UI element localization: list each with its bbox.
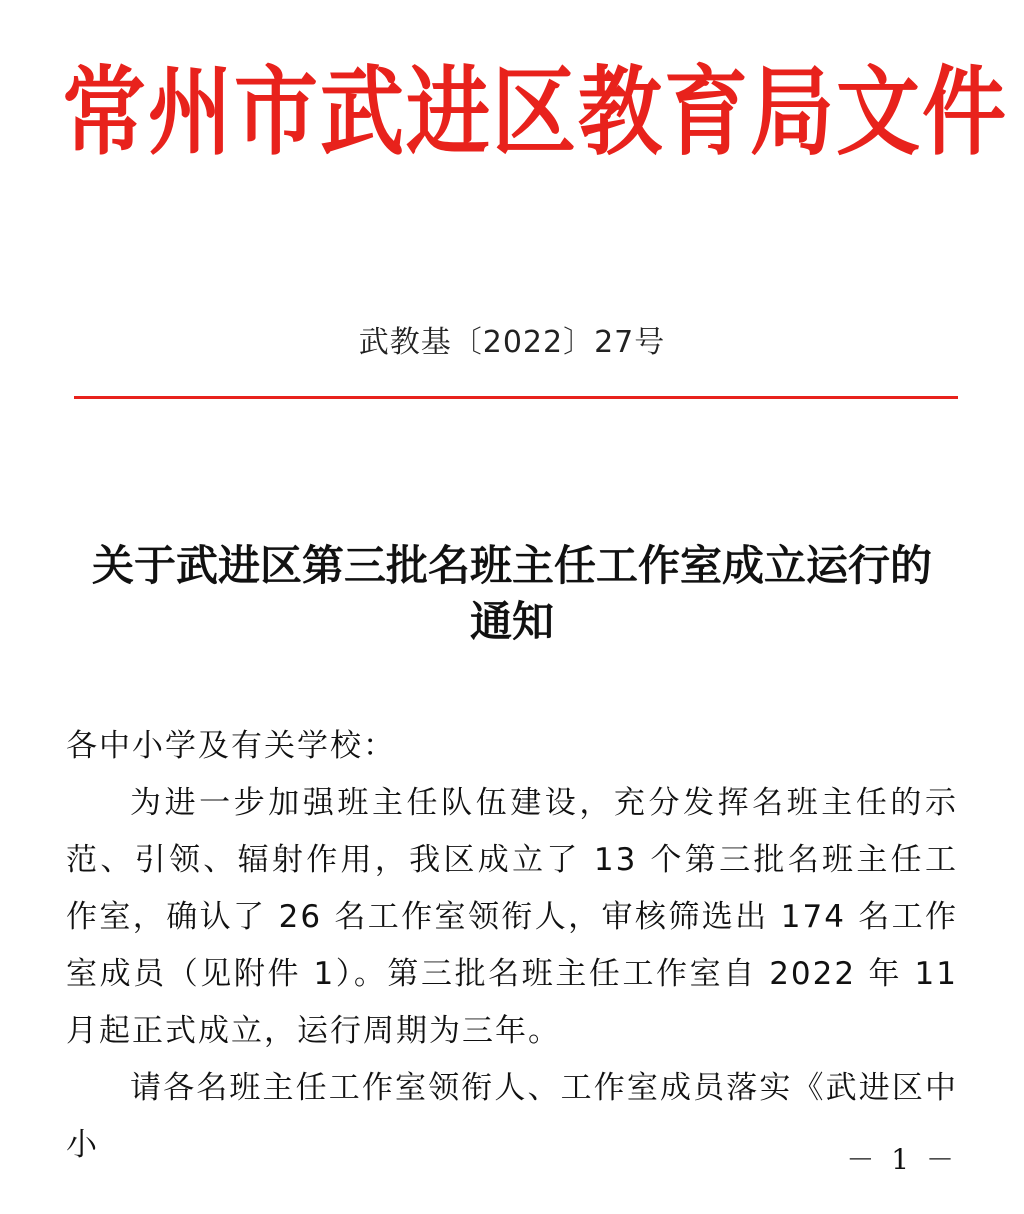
issuer-title: 常州市武进区教育局文件	[62, 54, 1009, 169]
salutation: 各中小学及有关学校：	[66, 728, 396, 764]
body-paragraph-1: 为进一步加强班主任队伍建设，充分发挥名班主任的示范、引领、辐射作用，我区成立了 13 个第三批名班主任工作室，确认了 26 名工作室领衔人，审核筛选出 174 名工作室成员（见附件 1）。第三批名班主任工作室自 2022 年 11 月起正式成立，运行周期为三年。	[66, 785, 958, 1049]
notice-title	[60, 538, 964, 650]
notice-body	[66, 718, 958, 1174]
body-paragraph-2: 请各名班主任工作室领衔人、工作室成员落实《武进区中小	[66, 1070, 958, 1163]
notice-title-line-1: 关于武进区第三批名班主任工作室成立运行的	[91, 541, 932, 590]
document-number: 武教基〔2022〕27号	[358, 325, 666, 360]
red-divider-line	[74, 396, 958, 399]
notice-title-line-2: 通知	[469, 597, 554, 646]
page-number: － 1 －	[846, 1143, 958, 1176]
